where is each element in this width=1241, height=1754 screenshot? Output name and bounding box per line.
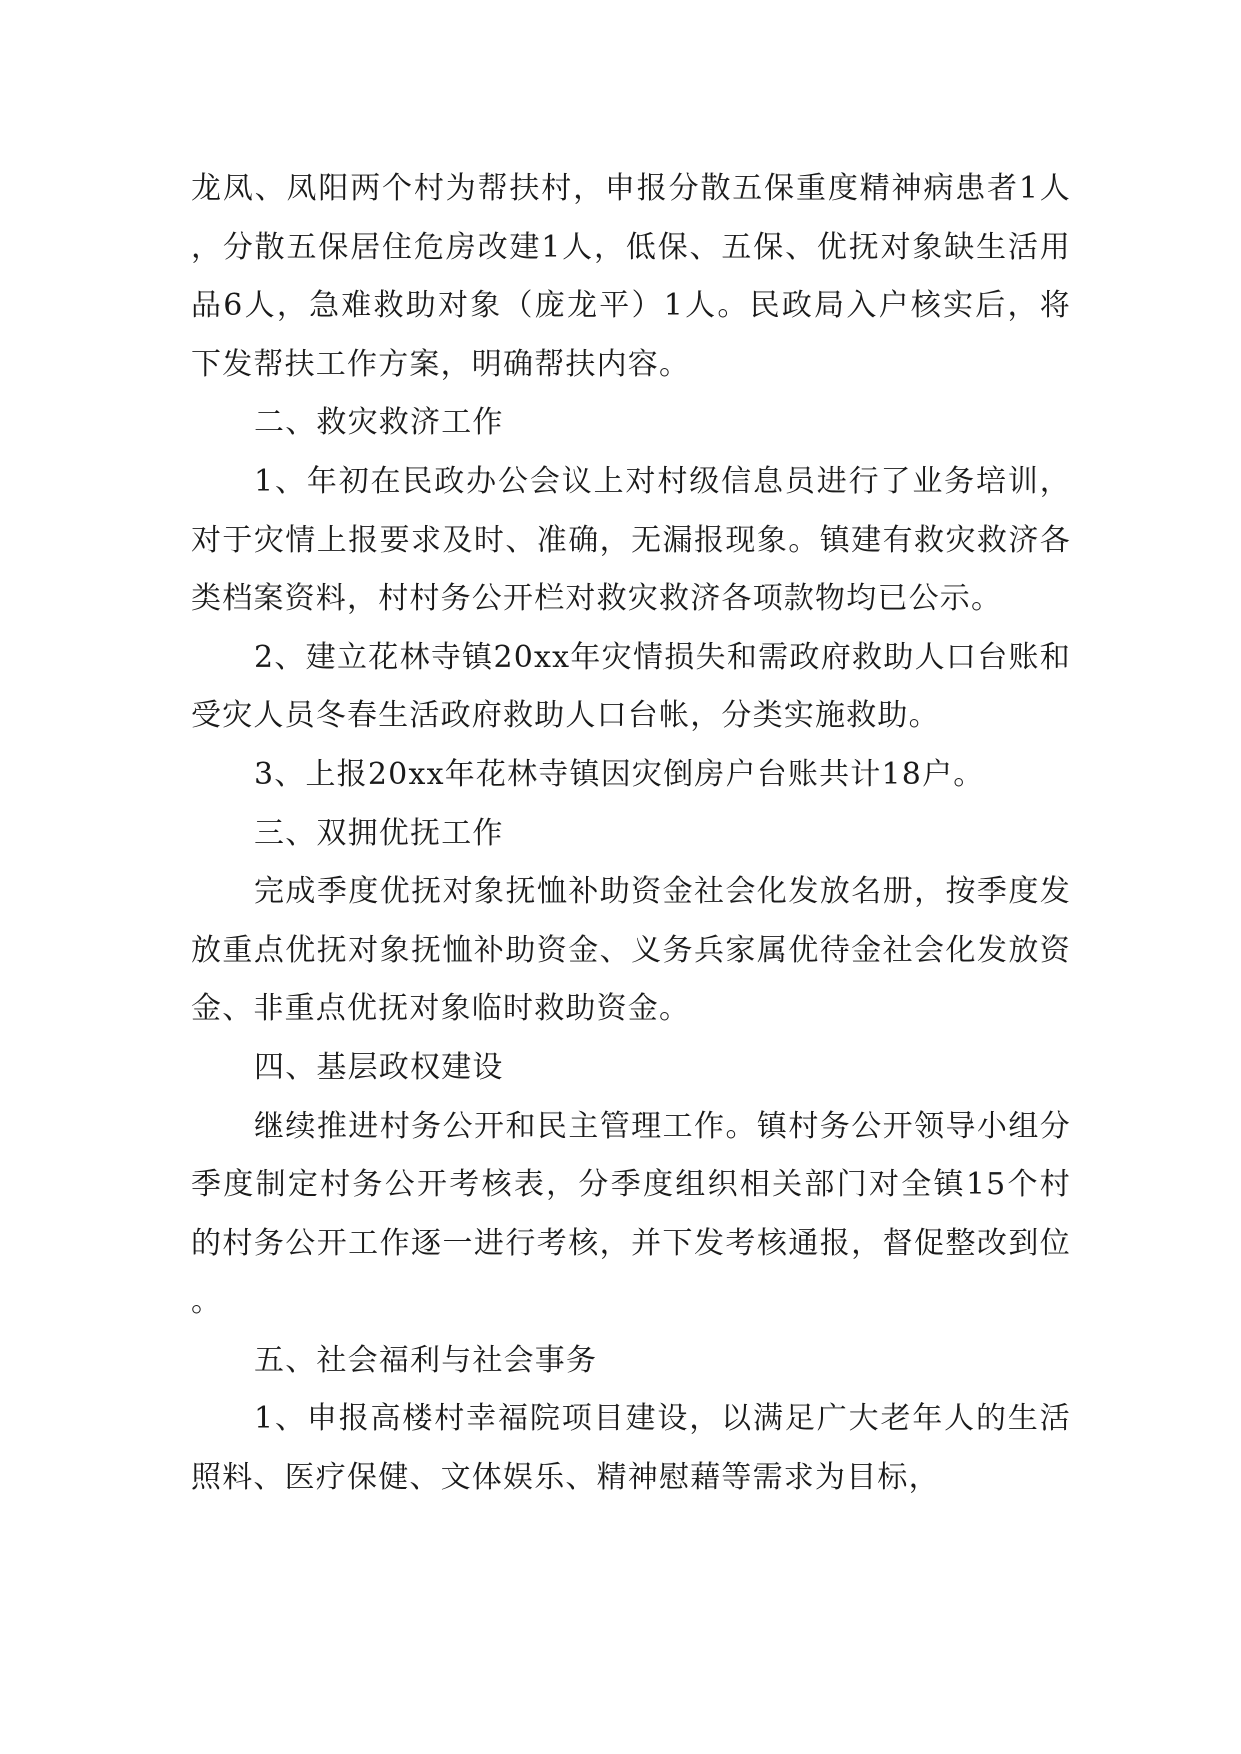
paragraph-collapsed-houses: 3、上报20xx年花林寺镇因灾倒房户台账共计18户。 — [254, 756, 985, 792]
paragraph-happiness-home: 1、申报高楼村幸福院项目建设，以满足广大老年人的生活照料、医疗保健、文体娱乐、精神慰藉等需求为目标， — [191, 1401, 1071, 1496]
paragraph-subsidy: 完成季度优抚对象抚恤补助资金社会化发放名册，按季度发放重点优抚对象抚恤补助资金、义务兵家属优待金社会化发放资金、非重点优抚对象临时救助资金。 — [191, 874, 1071, 1027]
paragraph-continued: 龙凤、凤阳两个村为帮扶村，申报分散五保重度精神病患者1人，分散五保居住危房改建1人，低保、五保、优抚对象缺生活用品6人，急难救助对象（庞龙平）1人。民政局入户核实后，将下发帮扶工作方案，明确帮扶内容。 — [191, 171, 1071, 382]
paragraph-training: 1、年初在民政办公会议上对村级信息员进行了业务培训，对于灾情上报要求及时、准确，无漏报现象。镇建有救灾救济各类档案资料，村村务公开栏对救灾救济各项款物均已公示。 — [191, 463, 1071, 617]
document-body — [191, 160, 1071, 1508]
section-heading-grassroots: 四、基层政权建设 — [254, 1049, 504, 1085]
paragraph-village-affairs: 继续推进村务公开和民主管理工作。镇村务公开领导小组分季度制定村务公开考核表，分季度组织相关部门对全镇15个村的村务公开工作逐一进行考核，并下发考核通报，督促整改到位。 — [191, 1108, 1071, 1320]
section-heading-military-support: 三、双拥优抚工作 — [254, 815, 504, 851]
paragraph-ledger: 2、建立花林寺镇20xx年灾情损失和需政府救助人口台账和受灾人员冬春生活政府救助人口台帐，分类实施救助。 — [191, 639, 1071, 734]
section-heading-disaster-relief: 二、救灾救济工作 — [254, 405, 504, 441]
section-heading-social-welfare: 五、社会福利与社会事务 — [254, 1342, 598, 1378]
